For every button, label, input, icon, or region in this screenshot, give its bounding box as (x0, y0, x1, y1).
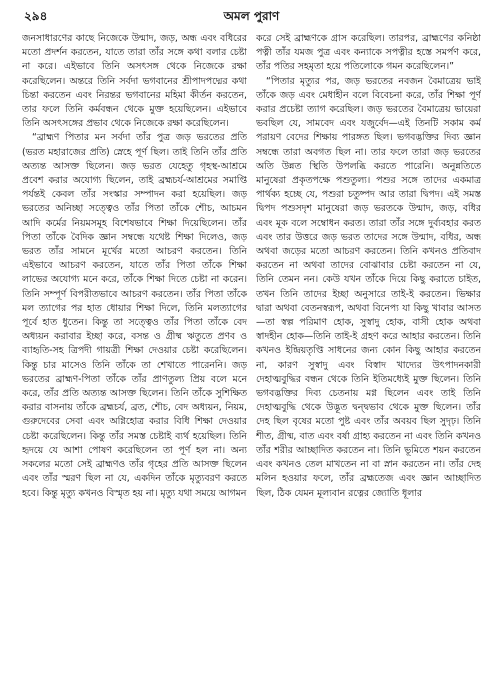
running-title: অমল পুরাণ (223, 9, 280, 23)
paragraph: করে সেই ব্রাহ্মণকে গ্রাস করেছিল। তারপর, ব্রাহ্মণের কনিষ্ঠা পত্নী তাঁর যমজ পুত্র এবং কন্যাকে সপত্নীর হস্তে সমর্পণ করে, তাঁর পতির সহমৃতা হয়ে পতিলোকে গমন করেছিলেন।” (256, 33, 481, 73)
left-column (22, 32, 247, 682)
page-header (22, 8, 481, 26)
right-column (256, 32, 481, 682)
text-columns (22, 32, 481, 682)
paragraph: “ব্রাহ্মণ পিতার মন সর্বদা তাঁর পুত্র জড় ভরতের প্রতি (ভরত মহারাজের প্রতি) স্নেহে পূর্ণ ছিল। তাই তিনি তাঁর প্রতি অত্যন্ত আসক্ত ছিলেন। জড় ভরত যেহেতু গৃহস্থ-আশ্রমে প্রবেশ করার অযোগ্য ছিলেন, তাই ব্রহ্মচর্য-আশ্রমের সমাপ্তি পর্যন্তই কেবল তাঁর সংস্কার সম্পাদন করা হয়েছিল। জড় ভরতের অনিচ্ছা সত্ত্বেও তাঁর পিতা তাঁকে শৌচ, আচমন আদি কর্মের নিয়মসমূহ বিশেষভাবে শিক্ষা দিয়েছিলেন। তাঁর পিতা তাঁকে বৈদিক জ্ঞান সম্বন্ধে যথেষ্ট শিক্ষা দিলেও, জড় ভরত তাঁর সামনে মূর্খের মতো আচরণ করতেন। তিনি এইভাবে আচরণ করতেন, যাতে তাঁর পিতা তাঁকে শিক্ষা লাভের অযোগ্য মনে করে, তাঁকে শিক্ষা দিতে চেষ্টা না করেন। তিনি সম্পূর্ণ বিপরীতভাবে আচরণ করতেন। তাঁর পিতা তাঁকে মল ত্যাগের পর হাত ধোয়ার শিক্ষা দিলে, তিনি মলত্যাগের পূর্বে হাত ধুতেন। কিন্তু তা সত্ত্বেও তাঁর পিতা তাঁকে বেদ অধ্যয়ন করাবার ইচ্ছা করে, বসন্ত ও গ্রীষ্ম ঋতুতে প্রণব ও ব্যাহৃতি-সহ ত্রিপদী গায়ত্রী শিক্ষা দেওয়ার চেষ্টা করেছিলেন। কিন্তু চার মাসেও তিনি তাঁকে তা শেখাতে পারেননি। জড় ভরতের ব্রাহ্মণ-পিতা তাঁকে তাঁর প্রাণতুল্য প্রিয় বলে মনে করে, তাঁর প্রতি অত্যন্ত আসক্ত ছিলেন। তিনি তাঁকে সুশিক্ষিত করার বাসনায় তাঁকে ব্রহ্মচর্য, ব্রত, শৌচ, বেদ অধ্যয়ন, নিয়ম, গুরুদেবের সেবা এবং অগ্নিহোত্র করার বিধি শিক্ষা দেওয়ার চেষ্টা করেছিলেন। কিন্তু তাঁর সমস্ত চেষ্টাই ব্যর্থ হয়েছিল। তিনি হৃদয়ে যে আশা পোষণ করেছিলেন তা পূর্ণ হল না। অন্য সকলের মতো সেই ব্রাহ্মণও তাঁর গৃহের প্রতি আসক্ত ছিলেন এবং তাঁর স্মরণ ছিল না যে, একদিন তাঁকে মৃত্যুবরণ করতে হবে। কিন্তু মৃত্যু কখনও বিস্মৃত হয় না। মৃত্যু যথা সময়ে আগমন (22, 132, 247, 499)
paragraph: জনসাধারণের কাছে নিজেকে উন্মাদ, জড়, অন্ধ এবং বধিরের মতো প্রদর্শন করতেন, যাতে তারা তাঁর সঙ্গে কথা বলার চেষ্টা না করে। এইভাবে তিনি অসৎসঙ্গ থেকে নিজেকে রক্ষা করেছিলেন। অন্তরে তিনি সর্বদা ভগবানের শ্রীপাদপদ্মের কথা চিন্তা করতেন এবং নিরন্তর ভগবানের মহিমা কীর্তন করতেন, তার ফলে তিনি কর্মবন্ধন থেকে মুক্ত হয়েছিলেন। এইভাবে তিনি অসৎসঙ্গের প্রভাব থেকে নিজেকে রক্ষা করেছিলেন। (22, 33, 247, 130)
page-number: ২৯৪ (24, 9, 48, 23)
paragraph: “পিতার মৃত্যুর পর, জড় ভরতের নবজন বৈমাত্রেয় ভাই তাঁকে জড় এবং মেধাহীন বলে বিবেচনা করে, তাঁর শিক্ষা পূর্ণ করার প্রচেষ্টা ত্যাগ করেছিল। জড় ভরতের বৈমাত্রেয় ভায়েরা ভবছিল যে, সামবেদ এবং যজুর্বেদ—এই তিনটি সকাম কর্ম পরায়ণ বেদের শিক্ষায় পারঙ্গত ছিল। ভগবদ্ভক্তির দিব্য জ্ঞান সম্বন্ধে তারা অবগত ছিল না। তার ফলে তারা জড় ভরতের অতি উন্নত স্থিতি উপলব্ধি করতে পারেনি। অনুন্নতিতে মানুষেরা প্রকৃতপক্ষে পশুতুল্য। পশুর সঙ্গে তাদের একমাত্র পার্থক্য হচ্ছে যে, পশুরা চতুষ্পদ আর তারা দ্বিপদ। এই সমস্ত দ্বিপদ পশুসদৃশ মানুষেরা জড় ভরতকে উন্মাদ, জড়, বধির এবং মূক বলে সম্বোধন করত। তারা তাঁর সঙ্গে দুর্ব্যবহার করত এবং তার উত্তরে জড় ভরত তাদের সঙ্গে উন্মাদ, বধির, অন্ধ অথবা জড়ের মতো আচরণ করতেন। তিনি কখনও প্রতিবাদ করতেন না অথবা তাদের বোঝাবার চেষ্টা করতেন না যে, তিনি তেমন নন। কেউ যখন তাঁকে দিয়ে কিছু করাতে চাইত, তখন তিনি তাদের ইচ্ছা অনুসারে তাই-ই করতেন। ভিক্ষার দ্বারা অথবা বেতনস্বরূপ, অথবা বিনেপ্য যা কিছু খাবার আসত—তা স্বল্প পরিমাণ হোক, সুস্বাদু হোক, বাসী হোক অথবা স্বাদহীন হোক—তিনি তাই-ই গ্রহণ করে আহার করতেন। তিনি কখনও ইন্দ্রিয়তৃপ্তি সাধনের জন্য কোন কিছু আহার করতেন না, কারণ সুস্বাদু এবং বিস্বাদ খাদ্যের উৎপাদনকারী দেহাত্মবুদ্ধির বন্ধন থেকে তিনি ইতিমধ্যেই মুক্ত ছিলেন। তিনি ভগবদ্ভক্তির দিব্য চেতনায় মগ্ন ছিলেন এবং তাই তিনি দেহাত্মবুদ্ধি থেকে উদ্ভূত দ্বন্দ্বভাব থেকে মুক্ত ছিলেন। তাঁর দেহ ছিল বৃষের মতো পুষ্ট এবং তাঁর অবয়ব ছিল সুদৃঢ়। তিনি শীত, গ্রীষ্ম, বাত এবং বর্ষা গ্রাহ্য করতেন না এবং তিনি কখনও তাঁর শরীর আচ্ছাদিত করতেন না। তিনি ভূমিতে শয়ন করতেন এবং কখনও তেল মাখতেন না বা স্নান করতেন না। তাঁর দেহ মলিন হওয়ার ফলে, তাঁর ব্রহ্মতেজ এবং জ্ঞান আচ্ছাদিত ছিল, ঠিক যেমন মূল্যবান রত্নের জ্যোতি ধূলার (256, 75, 481, 499)
